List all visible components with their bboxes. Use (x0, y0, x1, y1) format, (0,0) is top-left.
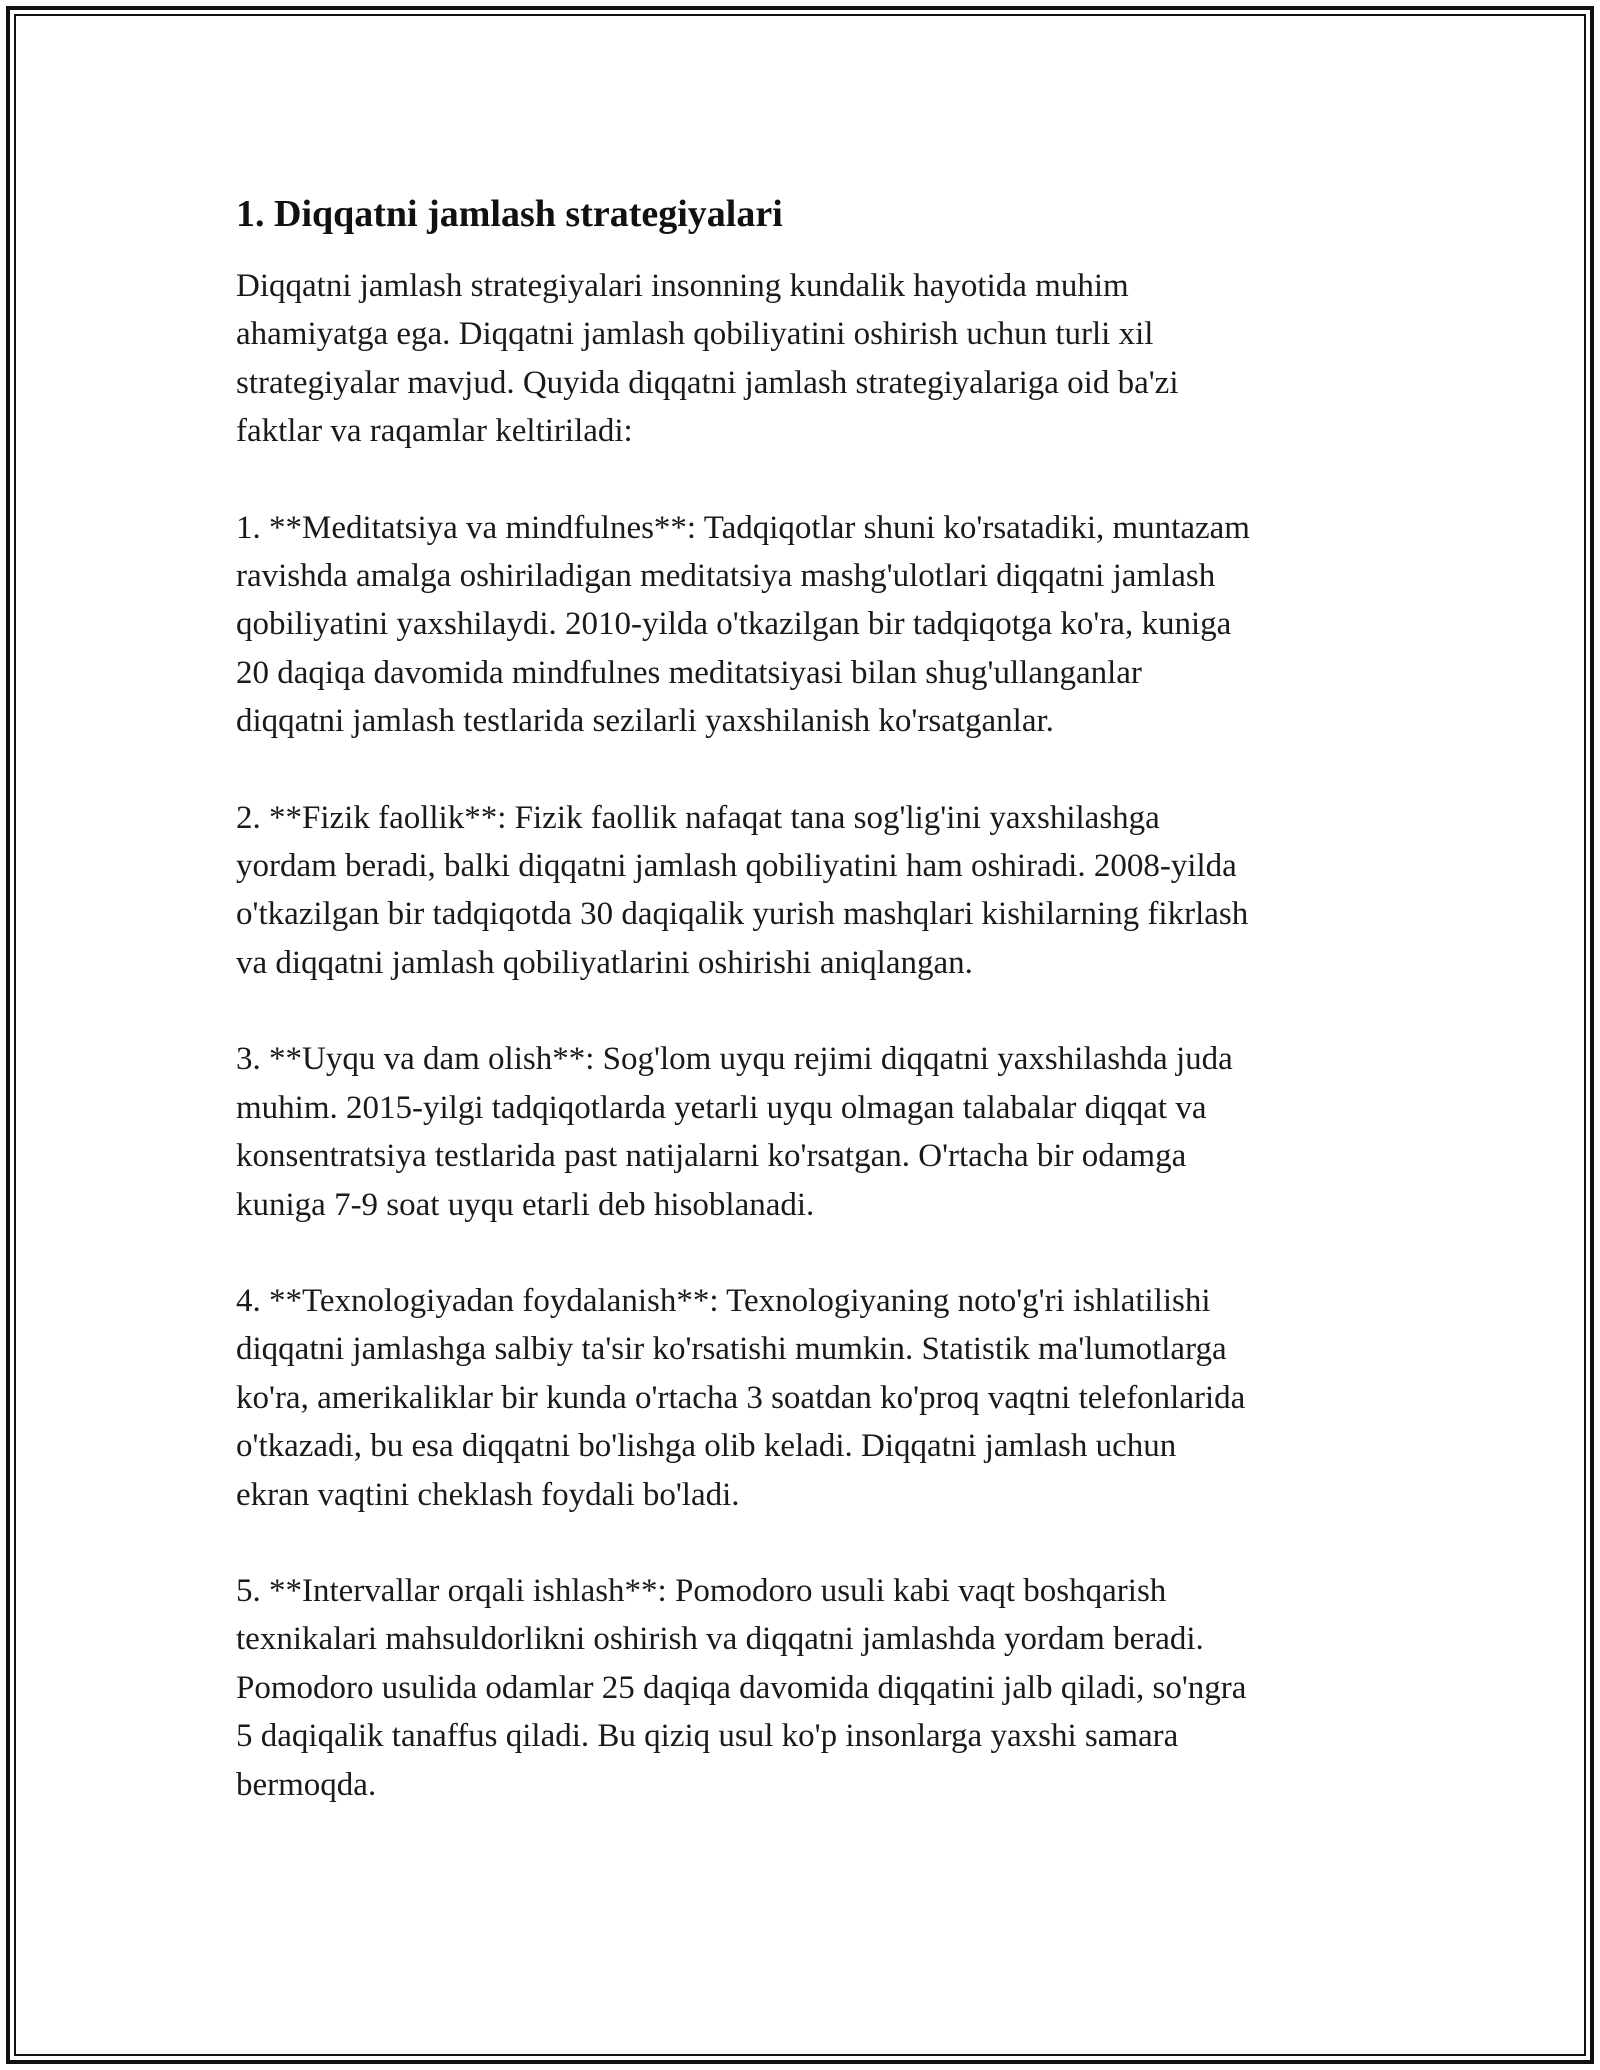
intro-paragraph: Diqqatni jamlash strategiyalari insonning kundalik hayotida muhim ahamiyatga ega. Diqqatni jamlash qobiliyatini oshirish uchun turli xil strategiyalar mavjud. Quyida diqqatni jamlash strategiyalariga oid ba'zi faktlar va raqamlar keltiriladi: (236, 268, 1179, 450)
strategy-item-sleep: 3. **Uyqu va dam olish**: Sog'lom uyqu rejimi diqqatni yaxshilashda juda muhim. 2015-yilgi tadqiqotlarda yetarli uyqu olmagan talabalar diqqat va konsentratsiya testlarida past natijalarni ko'rsatgan. O'rtacha bir odamga kuniga 7-9 soat uyqu etarli deb hisoblanadi. (236, 1041, 1233, 1223)
strategy-item-technology: 4. **Texnologiyadan foydalanish**: Texnologiyaning noto'g'ri ishlatilishi diqqatni jamlashga salbiy ta'sir ko'rsatishi mumkin. Statistik ma'lumotlarga ko'ra, amerikaliklar bir kunda o'rtacha 3 soatdan ko'proq vaqtni telefonlarida o'tkazadi, bu esa diqqatni bo'lishga olib keladi. Diqqatni jamlash uchun ekran vaqtini cheklash foydali bo'ladi. (236, 1282, 1246, 1513)
strategy-item-meditation: 1. **Meditatsiya va mindfulnes**: Tadqiqotlar shuni ko'rsatadiki, muntazam ravishda amalga oshiriladigan meditatsiya mashg'ulotlari diqqatni jamlash qobiliyatini yaxshilaydi. 2010-yilda o'tkazilgan bir tadqiqotga ko'ra, kuniga 20 daqiqa davomida mindfulnes meditatsiyasi bilan shug'ullanganlar diqqatni jamlash testlarida sezilarli yaxshilanish ko'rsatganlar. (236, 509, 1250, 740)
strategy-item-physical-activity: 2. **Fizik faollik**: Fizik faollik nafaqat tana sog'lig'ini yaxshilashga yordam beradi, balki diqqatni jamlash qobiliyatini ham oshiradi. 2008-yilda o'tkazilgan bir tadqiqotda 30 daqiqalik yurish mashqlari kishilarning fikrlash va diqqatni jamlash qobiliyatlarini oshirishi aniqlangan. (236, 799, 1249, 981)
strategy-item-intervals: 5. **Intervallar orqali ishlash**: Pomodoro usuli kabi vaqt boshqarish texnikalari mahsuldorlikni oshirish va diqqatni jamlashda yordam beradi. Pomodoro usulida odamlar 25 daqiqa davomida diqqatini jalb qiladi, so'ngra 5 daqiqalik tanaffus qiladi. Bu qiziq usul ko'p insonlarga yaxshi samara bermoqda. (236, 1572, 1247, 1803)
section-title: 1. Diqqatni jamlash strategiyalari (236, 193, 783, 235)
document-body (236, 188, 1376, 1857)
